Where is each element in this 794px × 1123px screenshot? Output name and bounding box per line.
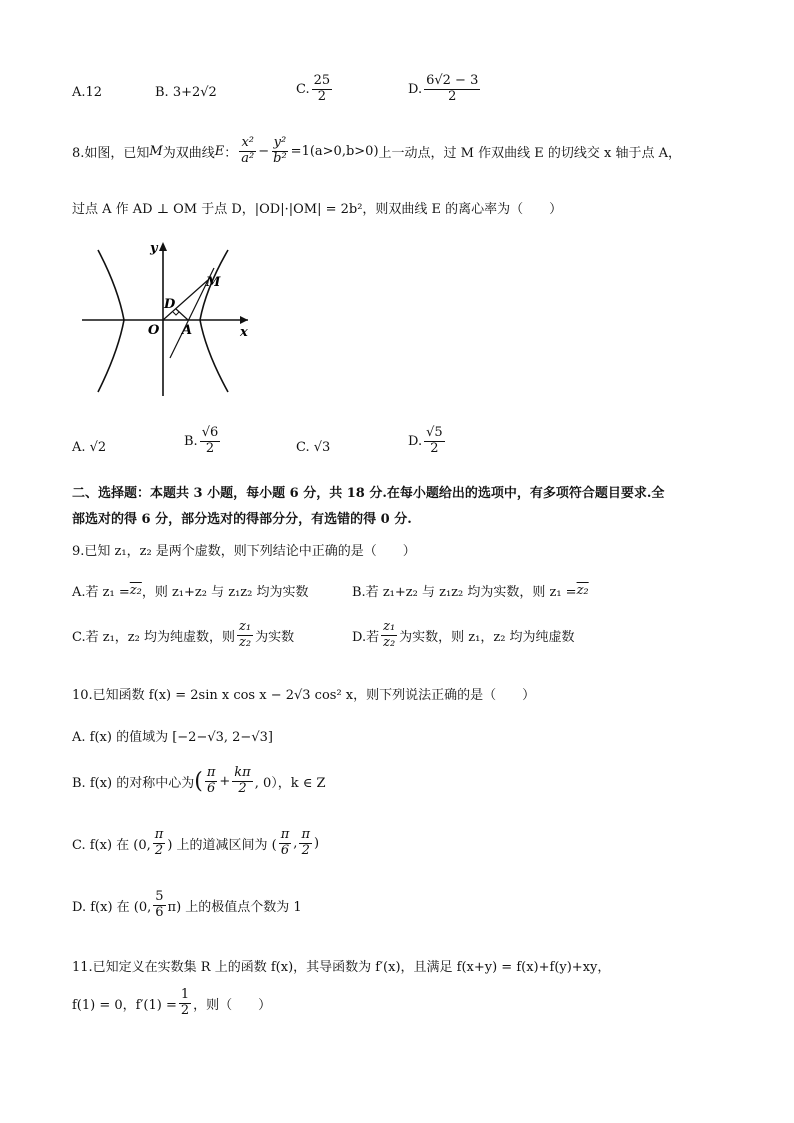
q8-text-mid: 为双曲线 bbox=[162, 145, 215, 161]
label-d: D bbox=[164, 297, 176, 312]
q8-var-e: E bbox=[214, 143, 225, 159]
q8-y2: y² bbox=[273, 135, 287, 150]
q10-b-2: 2 bbox=[238, 780, 247, 796]
q7-c-denominator: 2 bbox=[317, 88, 327, 104]
q9-b-conjugate: z₂ bbox=[576, 583, 589, 598]
q7-option-d bbox=[408, 74, 482, 105]
q10-c-6: 6 bbox=[280, 842, 290, 858]
q10-option-c: C. f(x) 在 (0, $\frac{\pi}{2}$ ) 上的道减区间为 ( $\frac{\pi}{6}$ , $\frac{\pi}{2}$ ) bbox=[72, 827, 320, 858]
q9-option-b bbox=[352, 581, 589, 600]
q10-c-pi3: π bbox=[301, 827, 310, 842]
q8-text-post: 上一动点，过 M 作双曲线 E 的切线交 x 轴于点 A， bbox=[378, 145, 681, 161]
q7-d-denominator: 2 bbox=[448, 88, 457, 104]
q9-a-pre: A.若 z₁ = bbox=[72, 585, 130, 600]
q10-c-2: 2 bbox=[154, 842, 164, 858]
q9-a-post: ，则 z₁+z₂ 与 z₁z₂ 均为实数 bbox=[141, 585, 309, 600]
q9-c-den: z₂ bbox=[239, 634, 252, 650]
q9-option-a bbox=[72, 581, 308, 600]
q10-stem: 10.已知函数 f(x) = 2sin x cos x − 2√3 cos² x，则下列说法正确的是（ ） bbox=[72, 688, 536, 703]
q8-a2: a² bbox=[241, 150, 255, 166]
q7-c-numerator: 25 bbox=[313, 73, 331, 88]
section2-heading-line1: 二、选择题：本题共 3 小题，每小题 6 分，共 18 分.在每小题给出的选项中，有多项符合题目要求.全 bbox=[72, 486, 665, 501]
q10-option-d bbox=[72, 890, 302, 921]
q9-d-den: z₂ bbox=[383, 634, 396, 650]
q9-a-conjugate: z₂ bbox=[129, 583, 142, 598]
q10-c-post: ) bbox=[313, 835, 320, 851]
q8-option-c: C. √3 bbox=[296, 440, 331, 455]
q9-c-num: z₁ bbox=[239, 619, 252, 634]
section2-heading-line2: 部选对的得 6 分，部分选对的得部分分，有选错的得 0 分. bbox=[72, 512, 412, 527]
q8-option-d-label: D. bbox=[408, 433, 423, 449]
q11-pre: f(1) = 0，f′(1) = bbox=[72, 997, 177, 1013]
q10-option-b: B. f(x) 的对称中心为 ( $\frac{\pi}{6}$ + $\frac{k\pi}{2}$ , 0），k ∈ Z bbox=[72, 765, 326, 796]
q8-condition: =1(a>0,b>0) bbox=[290, 143, 379, 159]
q9-c-post: 为实数 bbox=[255, 629, 295, 645]
q11-stem-line1: 11.已知定义在实数集 R 上的函数 f(x)，其导函数为 f′(x)，且满足 f(x+y) = f(x)+f(y)+xy， bbox=[72, 960, 611, 975]
q9-option-d bbox=[352, 620, 575, 651]
q8-text-pre: 8.如图，已知 bbox=[72, 145, 150, 161]
q8-b-denominator: 2 bbox=[205, 440, 215, 456]
q11-post: ，则（ ） bbox=[193, 997, 272, 1013]
q10-c-mid: ) 上的道减区间为 ( bbox=[167, 837, 277, 853]
label-y: y bbox=[150, 241, 158, 256]
label-x: x bbox=[240, 325, 248, 340]
q8-option-d bbox=[408, 426, 447, 457]
q8-b2: b² bbox=[273, 150, 287, 166]
q8-option-a: A. √2 bbox=[72, 440, 107, 455]
segment-ad bbox=[176, 309, 188, 320]
q9-d-num: z₁ bbox=[383, 619, 396, 634]
q8-b-numerator: √6 bbox=[201, 425, 219, 440]
q8-stem-line2: 过点 A 作 AD ⊥ OM 于点 D，|OD|·|OM| = 2b²，则双曲线 E 的离心率为（ ） bbox=[72, 202, 563, 217]
q9-c-pre: C.若 z₁，z₂ 均为纯虚数，则 bbox=[72, 629, 236, 645]
q8-d-denominator: 2 bbox=[430, 440, 439, 456]
hyperbola-figure bbox=[78, 236, 258, 398]
q10-d-6: 6 bbox=[155, 904, 164, 920]
right-angle-mark bbox=[173, 312, 179, 315]
q7-option-c bbox=[296, 74, 334, 105]
q8-option-b-label: B. bbox=[184, 433, 198, 449]
q8-stem-line1: 8.如图，已知 M 为双曲线 E ： $\frac{\text{x²}}{\text{a²}}$ − $\frac{\text{y²}}{\text{b²}}$ =1(a>0,b>0) 上一动点，过 M 作双曲线 E 的切线交 x 轴于点 A， bbox=[72, 135, 681, 166]
q10-b-post: , 0），k ∈ Z bbox=[254, 775, 326, 791]
hyperbola-left-branch bbox=[98, 250, 124, 392]
q7-option-c-label: C. bbox=[296, 81, 310, 97]
q7-d-numerator: 6√2 − 3 bbox=[426, 73, 479, 88]
q11-den: 2 bbox=[180, 1002, 190, 1018]
q7-option-d-label: D. bbox=[408, 81, 423, 97]
q10-b-kpi: kπ bbox=[234, 765, 251, 780]
label-m: M bbox=[206, 275, 221, 290]
q10-b-pre: B. f(x) 的对称中心为 bbox=[72, 775, 195, 791]
q10-d-pre: D. f(x) 在 (0, bbox=[72, 899, 152, 915]
q8-x2: x² bbox=[241, 135, 254, 150]
q10-c-pre: C. f(x) 在 (0, bbox=[72, 837, 151, 853]
q7-option-b: B. 3+2√2 bbox=[155, 85, 217, 100]
q7-option-a: A.12 bbox=[72, 85, 103, 100]
q10-b-6: 6 bbox=[206, 780, 216, 796]
label-o: O bbox=[148, 323, 160, 338]
q9-d-post: 为实数，则 z₁，z₂ 均为纯虚数 bbox=[399, 629, 575, 645]
q11-stem-line2 bbox=[72, 988, 271, 1019]
q10-option-a: A. f(x) 的值域为 [−2−√3, 2−√3] bbox=[72, 730, 273, 745]
q10-d-5: 5 bbox=[155, 889, 164, 904]
q9-stem: 9.已知 z₁，z₂ 是两个虚数，则下列结论中正确的是（ ） bbox=[72, 544, 416, 559]
q10-b-pi: π bbox=[206, 765, 216, 780]
hyperbola-right-branch bbox=[200, 250, 228, 392]
q10-d-post: π) 上的极值点个数为 1 bbox=[167, 899, 302, 915]
q8-var-m: M bbox=[149, 143, 163, 159]
q8-d-numerator: √5 bbox=[426, 425, 443, 440]
q9-option-c bbox=[72, 620, 294, 651]
q9-b-pre: B.若 z₁+z₂ 与 z₁z₂ 均为实数，则 z₁ = bbox=[352, 585, 577, 600]
q9-d-pre: D.若 bbox=[352, 629, 380, 645]
label-a: A bbox=[182, 323, 193, 338]
y-axis-arrow bbox=[159, 242, 167, 251]
q11-num: 1 bbox=[180, 987, 190, 1002]
q10-c-pi: π bbox=[154, 827, 164, 842]
x-axis-arrow bbox=[240, 316, 248, 324]
q10-c-pi2: π bbox=[280, 827, 290, 842]
q10-c-2b: 2 bbox=[301, 842, 310, 858]
q8-option-b bbox=[184, 426, 222, 457]
